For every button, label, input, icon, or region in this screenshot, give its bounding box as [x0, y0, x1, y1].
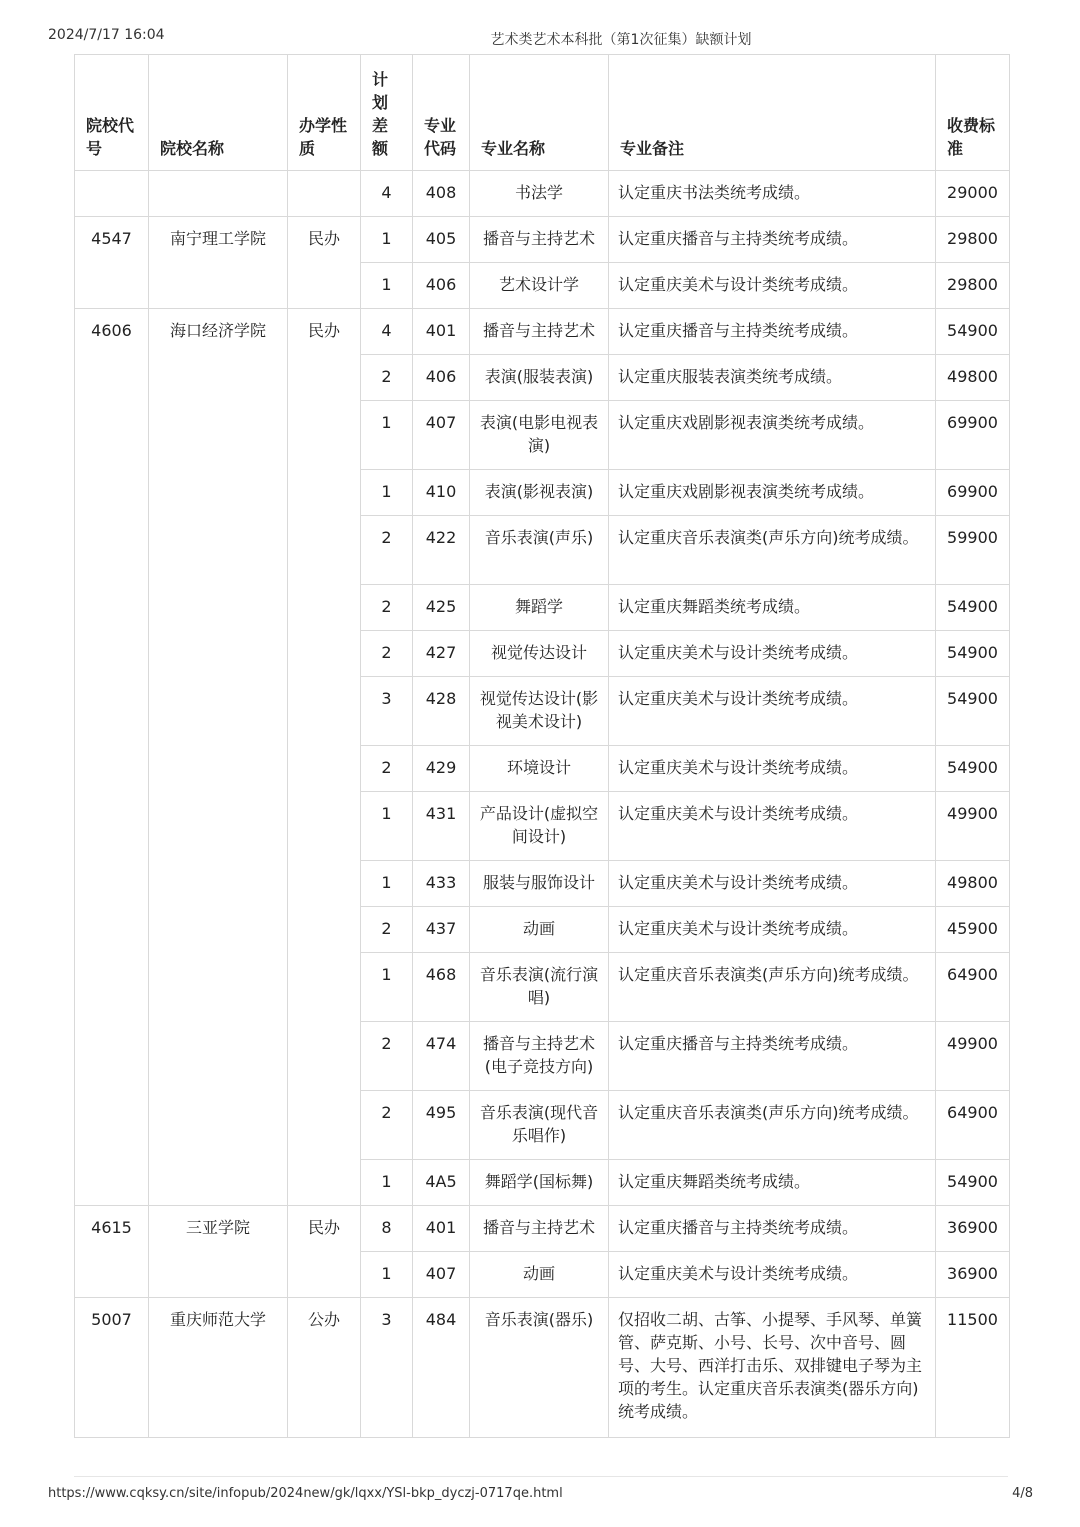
- plan-diff: 1: [361, 1160, 413, 1206]
- major-code: 429: [413, 746, 470, 792]
- major-name: 表演(影视表演): [470, 470, 609, 516]
- major-code: 428: [413, 677, 470, 746]
- school-code: [75, 171, 149, 217]
- major-remark: 认定重庆美术与设计类统考成绩。: [609, 263, 936, 309]
- major-remark: 认定重庆美术与设计类统考成绩。: [609, 631, 936, 677]
- school-type: 民办: [288, 309, 361, 1206]
- plan-diff: 1: [361, 792, 413, 861]
- plan-diff: 1: [361, 263, 413, 309]
- fee: 54900: [936, 585, 1010, 631]
- school-name: 海口经济学院: [149, 309, 288, 1206]
- fee: 36900: [936, 1206, 1010, 1252]
- col-header-major-remark: 专业备注: [609, 55, 936, 171]
- table-row: [75, 171, 1010, 217]
- major-remark: 认定重庆美术与设计类统考成绩。: [609, 792, 936, 861]
- major-name: 环境设计: [470, 746, 609, 792]
- plan-diff: 2: [361, 631, 413, 677]
- plan-diff: 8: [361, 1206, 413, 1252]
- col-header-plan-diff: 计划差额: [361, 55, 413, 171]
- major-remark: 认定重庆美术与设计类统考成绩。: [609, 1252, 936, 1298]
- col-header-school-type: 办学性质: [288, 55, 361, 171]
- plan-diff: 2: [361, 746, 413, 792]
- major-remark: 认定重庆播音与主持类统考成绩。: [609, 1206, 936, 1252]
- major-code: 495: [413, 1091, 470, 1160]
- school-code: 4615: [75, 1206, 149, 1298]
- major-remark: 认定重庆播音与主持类统考成绩。: [609, 217, 936, 263]
- major-name: 舞蹈学: [470, 585, 609, 631]
- major-name: 播音与主持艺术: [470, 309, 609, 355]
- plan-diff: 2: [361, 1091, 413, 1160]
- major-name: 播音与主持艺术(电子竞技方向): [470, 1022, 609, 1091]
- major-code: 433: [413, 861, 470, 907]
- major-remark: 认定重庆戏剧影视表演类统考成绩。: [609, 470, 936, 516]
- major-remark: 认定重庆音乐表演类(声乐方向)统考成绩。: [609, 953, 936, 1022]
- document-title: 艺术类艺术本科批（第1次征集）缺额计划: [490, 32, 752, 48]
- major-name: 视觉传达设计: [470, 631, 609, 677]
- col-header-school-name: 院校名称: [149, 55, 288, 171]
- major-name: 音乐表演(流行演唱): [470, 953, 609, 1022]
- table-row: [75, 1298, 1010, 1438]
- major-code: 406: [413, 263, 470, 309]
- school-type: 民办: [288, 1206, 361, 1298]
- major-code: 407: [413, 401, 470, 470]
- major-remark: 认定重庆播音与主持类统考成绩。: [609, 1022, 936, 1091]
- major-remark: 认定重庆美术与设计类统考成绩。: [609, 677, 936, 746]
- fee: 59900: [936, 516, 1010, 585]
- major-remark: 认定重庆音乐表演类(声乐方向)统考成绩。: [609, 516, 936, 585]
- school-type: [288, 171, 361, 217]
- major-code: 484: [413, 1298, 470, 1438]
- major-remark: 仅招收二胡、古筝、小提琴、手风琴、单簧管、萨克斯、小号、长号、次中音号、圆号、大号、西洋打击乐、双排键电子琴为主项的考生。认定重庆音乐表演类(器乐方向)统考成绩。: [609, 1298, 936, 1438]
- major-remark: 认定重庆舞蹈类统考成绩。: [609, 585, 936, 631]
- page-number: 4/8: [1012, 1486, 1033, 1501]
- major-name: 音乐表演(现代音乐唱作): [470, 1091, 609, 1160]
- plan-diff: 1: [361, 401, 413, 470]
- fee: 49800: [936, 861, 1010, 907]
- major-code: 405: [413, 217, 470, 263]
- major-name: 表演(服装表演): [470, 355, 609, 401]
- fee: 64900: [936, 1091, 1010, 1160]
- major-code: 437: [413, 907, 470, 953]
- plan-diff: 1: [361, 217, 413, 263]
- major-code: 474: [413, 1022, 470, 1091]
- major-name: 表演(电影电视表演): [470, 401, 609, 470]
- plan-diff: 1: [361, 1252, 413, 1298]
- fee: 54900: [936, 309, 1010, 355]
- plan-diff: 1: [361, 470, 413, 516]
- major-name: 视觉传达设计(影视美术设计): [470, 677, 609, 746]
- major-code: 401: [413, 309, 470, 355]
- fee: 49800: [936, 355, 1010, 401]
- major-code: 427: [413, 631, 470, 677]
- plan-table: [74, 54, 1010, 1438]
- major-name: 音乐表演(器乐): [470, 1298, 609, 1438]
- fee: 11500: [936, 1298, 1010, 1438]
- major-code: 468: [413, 953, 470, 1022]
- major-code: 406: [413, 355, 470, 401]
- major-name: 产品设计(虚拟空间设计): [470, 792, 609, 861]
- major-code: 410: [413, 470, 470, 516]
- major-name: 播音与主持艺术: [470, 1206, 609, 1252]
- fee: 29800: [936, 263, 1010, 309]
- major-name: 舞蹈学(国标舞): [470, 1160, 609, 1206]
- col-header-school-code: 院校代号: [75, 55, 149, 171]
- school-code: 5007: [75, 1298, 149, 1438]
- major-name: 播音与主持艺术: [470, 217, 609, 263]
- major-name: 书法学: [470, 171, 609, 217]
- plan-diff: 2: [361, 516, 413, 585]
- school-type: 公办: [288, 1298, 361, 1438]
- major-code: 422: [413, 516, 470, 585]
- major-remark: 认定重庆美术与设计类统考成绩。: [609, 746, 936, 792]
- fee: 29000: [936, 171, 1010, 217]
- major-remark: 认定重庆播音与主持类统考成绩。: [609, 309, 936, 355]
- col-header-major-name: 专业名称: [470, 55, 609, 171]
- plan-diff: 2: [361, 1022, 413, 1091]
- fee: 49900: [936, 1022, 1010, 1091]
- table-header-row: [75, 55, 1010, 171]
- plan-diff: 3: [361, 1298, 413, 1438]
- school-code: 4547: [75, 217, 149, 309]
- plan-diff: 3: [361, 677, 413, 746]
- fee: 69900: [936, 401, 1010, 470]
- major-name: 音乐表演(声乐): [470, 516, 609, 585]
- fee: 54900: [936, 1160, 1010, 1206]
- major-code: 407: [413, 1252, 470, 1298]
- major-name: 动画: [470, 907, 609, 953]
- major-remark: 认定重庆音乐表演类(声乐方向)统考成绩。: [609, 1091, 936, 1160]
- major-code: 408: [413, 171, 470, 217]
- plan-diff: 1: [361, 953, 413, 1022]
- major-name: 服装与服饰设计: [470, 861, 609, 907]
- school-name: 重庆师范大学: [149, 1298, 288, 1438]
- major-code: 425: [413, 585, 470, 631]
- plan-diff: 4: [361, 309, 413, 355]
- major-remark: 认定重庆戏剧影视表演类统考成绩。: [609, 401, 936, 470]
- footer-divider: [74, 1476, 1008, 1477]
- school-name: [149, 171, 288, 217]
- major-remark: 认定重庆服装表演类统考成绩。: [609, 355, 936, 401]
- major-code: 431: [413, 792, 470, 861]
- fee: 36900: [936, 1252, 1010, 1298]
- fee: 45900: [936, 907, 1010, 953]
- fee: 54900: [936, 631, 1010, 677]
- plan-diff: 4: [361, 171, 413, 217]
- fee: 49900: [936, 792, 1010, 861]
- plan-diff: 2: [361, 907, 413, 953]
- fee: 29800: [936, 217, 1010, 263]
- major-remark: 认定重庆美术与设计类统考成绩。: [609, 861, 936, 907]
- table-row: [75, 1206, 1010, 1252]
- table-row: [75, 217, 1010, 263]
- fee: 54900: [936, 746, 1010, 792]
- school-name: 三亚学院: [149, 1206, 288, 1298]
- plan-diff: 2: [361, 585, 413, 631]
- major-code: 401: [413, 1206, 470, 1252]
- major-name: 动画: [470, 1252, 609, 1298]
- school-name: 南宁理工学院: [149, 217, 288, 309]
- plan-diff: 1: [361, 861, 413, 907]
- school-type: 民办: [288, 217, 361, 309]
- major-remark: 认定重庆书法类统考成绩。: [609, 171, 936, 217]
- table-row: [75, 309, 1010, 355]
- page-url: https://www.cqksy.cn/site/infopub/2024new/gk/lqxx/YSl-bkp_dyczj-0717qe.html: [48, 1486, 563, 1501]
- major-name: 艺术设计学: [470, 263, 609, 309]
- major-remark: 认定重庆美术与设计类统考成绩。: [609, 907, 936, 953]
- fee: 64900: [936, 953, 1010, 1022]
- school-code: 4606: [75, 309, 149, 1206]
- fee: 54900: [936, 677, 1010, 746]
- major-code: 4A5: [413, 1160, 470, 1206]
- fee: 69900: [936, 470, 1010, 516]
- col-header-major-code: 专业代码: [413, 55, 470, 171]
- print-datetime: 2024/7/17 16:04: [48, 27, 165, 43]
- major-remark: 认定重庆舞蹈类统考成绩。: [609, 1160, 936, 1206]
- plan-diff: 2: [361, 355, 413, 401]
- col-header-fee: 收费标准: [936, 55, 1010, 171]
